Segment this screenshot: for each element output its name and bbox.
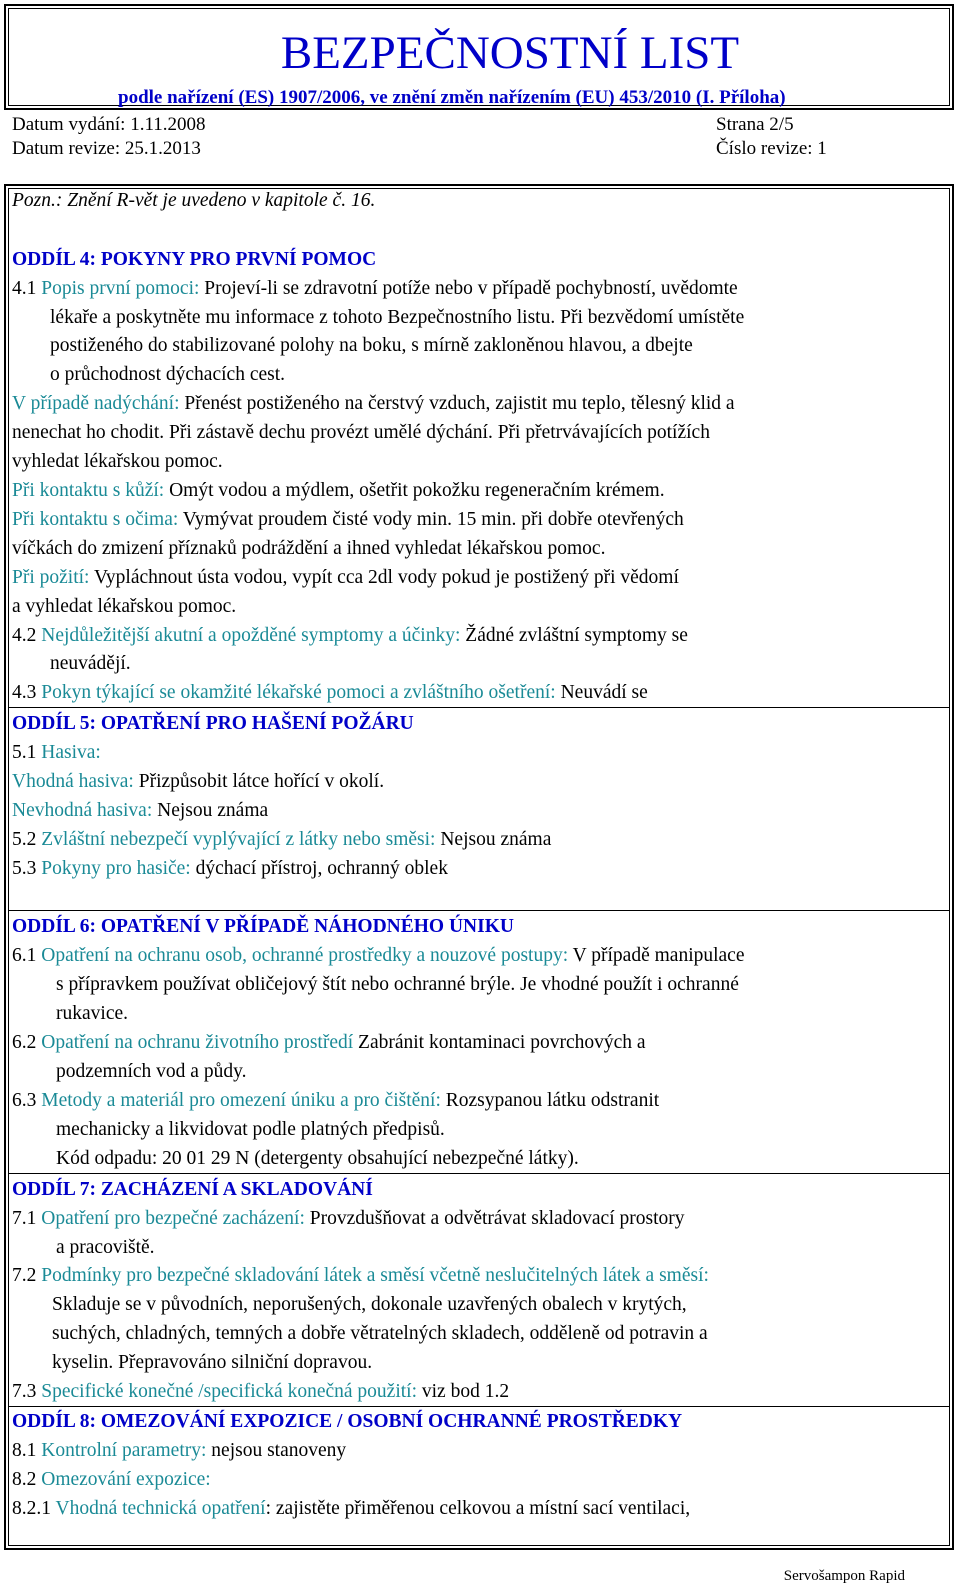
item-8-2-1: 8.2.1 Vhodná technická opatření: zajistěte přiměřenou celkovou a místní sací ventilaci, — [12, 1498, 691, 1519]
document-subtitle: podle nařízení (ES) 1907/2006, ve znění změn nařízením (EU) 453/2010 (I. Příloha) — [118, 87, 786, 108]
skin-contact: Při kontaktu s kůží: Omýt vodou a mýdlem, ošetřit pokožku regeneračním krémem. — [12, 480, 665, 501]
item-6-1: 6.1 Opatření na ochranu osob, ochranné prostředky a nouzové postupy: V případě manipulace — [12, 945, 745, 966]
page-number: Strana 2/5 — [716, 114, 794, 135]
item-5-1: 5.1 Hasiva: — [12, 742, 101, 763]
inhalation: V případě nadýchání: Přenést postiženého na čerstvý vzduch, zajistit mu teplo, tělesný klid a — [12, 393, 735, 414]
issue-date: Datum vydání: 1.11.2008 — [12, 114, 206, 135]
item-8-1: 8.1 Kontrolní parametry: nejsou stanoveny — [12, 1440, 347, 1461]
unsuitable-extinguishers: Nevhodná hasiva: Nejsou známa — [12, 800, 269, 821]
item-6-1-line-2: s přípravkem používat obličejový štít nebo ochranné brýle. Je vhodné použít i ochranné — [56, 974, 739, 995]
ingestion: Při požití: Vypláchnout ústa vodou, vypít cca 2dl vody pokud je postižený při vědomí — [12, 567, 679, 588]
item-7-2-line-3: suchých, chladných, temných a dobře větratelných skladech, odděleně od potravin a — [52, 1323, 708, 1344]
section-8-title: ODDÍL 8: OMEZOVÁNÍ EXPOZICE / OSOBNÍ OCHRANNÉ PROSTŘEDKY — [12, 1411, 683, 1432]
item-4-1: 4.1 Popis první pomoci: Projeví-li se zdravotní potíže nebo v případě pochybností, uvědomte — [12, 278, 738, 299]
item-8-2: 8.2 Omezování expozice: — [12, 1469, 211, 1490]
item-5-2: 5.2 Zvláštní nebezpečí vyplývající z látky nebo směsi: Nejsou známa — [12, 829, 552, 850]
divider — [9, 910, 949, 911]
suitable-extinguishers: Vhodná hasiva: Přizpůsobit látce hořící v okolí. — [12, 771, 385, 792]
document-title: BEZPEČNOSTNÍ LIST — [280, 27, 740, 79]
footer-product-name: Servošampon Rapid — [783, 1568, 905, 1584]
note: Pozn.: Znění R-vět je uvedeno v kapitole č. 16. — [12, 190, 376, 211]
item-7-3: 7.3 Specifické konečné /specifická konečná použití: viz bod 1.2 — [12, 1381, 510, 1402]
item-4-2: 4.2 Nejdůležitější akutní a opožděné symptomy a účinky: Žádné zvláštní symptomy se — [12, 625, 688, 646]
item-4-1-line-2: lékaře a poskytněte mu informace z tohoto Bezpečnostního listu. Při bezvědomí umístěte — [50, 307, 745, 328]
section-6-title: ODDÍL 6: OPATŘENÍ V PŘÍPADĚ NÁHODNÉHO ÚNIKU — [12, 916, 514, 937]
divider — [9, 707, 949, 708]
item-6-1-line-3: rukavice. — [56, 1003, 129, 1024]
item-4-1-line-4: o průchodnost dýchacích cest. — [50, 364, 286, 385]
item-7-2: 7.2 Podmínky pro bezpečné skladování látek a směsí včetně neslučitelných látek a směsí: — [12, 1265, 709, 1286]
inhalation-line-3: vyhledat lékařskou pomoc. — [12, 451, 223, 472]
item-7-2-line-2: Skladuje se v původních, neporušených, dokonale uzavřených obalech v krytých, — [52, 1294, 687, 1315]
item-4-2-line-2: neuvádějí. — [50, 653, 131, 674]
item-5-3: 5.3 Pokyny pro hasiče: dýchací přístroj, ochranný oblek — [12, 858, 448, 879]
divider — [9, 1173, 949, 1174]
section-4-title: ODDÍL 4: POKYNY PRO PRVNÍ POMOC — [12, 249, 377, 270]
item-6-3: 6.3 Metody a materiál pro omezení úniku a pro čištění: Rozsypanou látku odstranit — [12, 1090, 660, 1111]
section-5-title: ODDÍL 5: OPATŘENÍ PRO HAŠENÍ POŽÁRU — [12, 713, 414, 734]
item-4-1-line-3: postiženého do stabilizované polohy na boku, s mírně zakloněnou hlavou, a dbejte — [50, 335, 693, 356]
item-4-3: 4.3 Pokyn týkající se okamžité lékařské pomoci a zvláštního ošetření: Neuvádí se — [12, 682, 648, 703]
revision-date: Datum revize: 25.1.2013 — [12, 138, 201, 159]
item-6-2: 6.2 Opatření na ochranu životního prostředí Zabránit kontaminaci povrchových a — [12, 1032, 646, 1053]
divider — [9, 1406, 949, 1407]
waste-code: Kód odpadu: 20 01 29 N (detergenty obsahující nebezpečné látky). — [56, 1148, 579, 1169]
inhalation-line-2: nenechat ho chodit. Při zástavě dechu provézt umělé dýchání. Při přetrvávajících potížích — [12, 422, 710, 443]
section-7-title: ODDÍL 7: ZACHÁZENÍ A SKLADOVÁNÍ — [12, 1179, 373, 1200]
item-7-1: 7.1 Opatření pro bezpečné zacházení: Provzdušňovat a odvětrávat skladovací prostory — [12, 1208, 685, 1229]
revision-number: Číslo revize: 1 — [716, 138, 827, 159]
item-7-2-line-4: kyselin. Přepravováno silniční dopravou. — [52, 1352, 373, 1373]
item-7-1-line-2: a pracoviště. — [56, 1237, 155, 1258]
eye-contact-line-2: víčkách do zmizení příznaků podráždění a ihned vyhledat lékařskou pomoc. — [12, 538, 606, 559]
item-6-3-line-2: mechanicky a likvidovat podle platných předpisů. — [56, 1119, 445, 1140]
item-6-2-line-2: podzemních vod a půdy. — [56, 1061, 247, 1082]
eye-contact: Při kontaktu s očima: Vymývat proudem čisté vody min. 15 min. při dobře otevřených — [12, 509, 684, 530]
ingestion-line-2: a vyhledat lékařskou pomoc. — [12, 596, 237, 617]
